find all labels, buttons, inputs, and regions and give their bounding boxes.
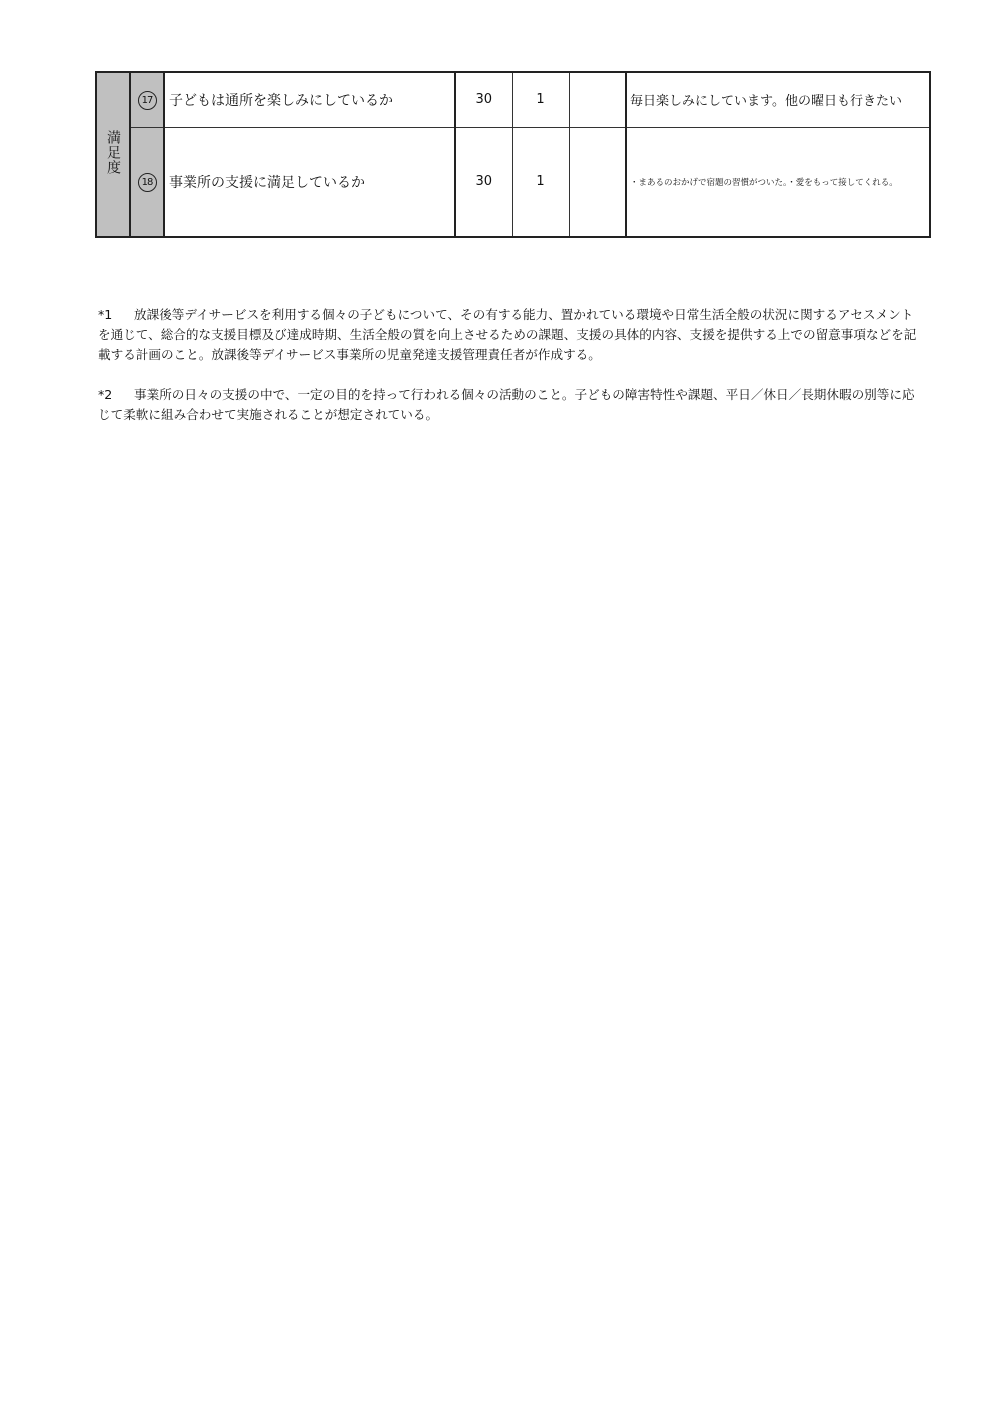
- question-text: 事業所の支援に満足しているか: [164, 127, 455, 237]
- survey-table: [95, 71, 931, 238]
- count-unsure: 1: [512, 72, 569, 127]
- comment-text: ・まあるのおかげで宿題の習慣がついた。・愛をもって接してくれる。: [626, 127, 930, 237]
- category-cell: [96, 72, 130, 237]
- item-number: 18: [138, 173, 157, 192]
- count-yes: 30: [455, 127, 512, 237]
- count-no: [569, 72, 626, 127]
- count-yes: 30: [455, 72, 512, 127]
- item-number-cell: [130, 72, 164, 127]
- item-number: 17: [138, 91, 157, 110]
- table-row: [96, 127, 930, 237]
- item-number-cell: [130, 127, 164, 237]
- footnote-2: [98, 385, 918, 425]
- table-row: [96, 72, 930, 127]
- footnote-text: 事業所の日々の支援の中で、一定の目的を持って行われる個々の活動のこと。子どもの障害特性や課題、平日／休日／長期休暇の別等に応じて柔軟に組み合わせて実施されることが想定されている。: [98, 387, 915, 422]
- footnote-mark: *1: [98, 307, 113, 322]
- footnote-mark: *2: [98, 387, 113, 402]
- category-label: 満足度: [105, 130, 121, 175]
- footnote-1: [98, 305, 918, 365]
- count-unsure: 1: [512, 127, 569, 237]
- footnote-text: 放課後等デイサービスを利用する個々の子どもについて、その有する能力、置かれている環境や日常生活全般の状況に関するアセスメントを通じて、総合的な支援目標及び達成時期、生活全般の質を向上させるための課題、支援の具体的内容、支援を提供する上での留意事項などを記載する計画のこと。放課後等デイサービス事業所の児童発達支援管理責任者が作成する。: [98, 307, 917, 362]
- comment-text: 毎日楽しみにしています。他の曜日も行きたい: [626, 72, 930, 127]
- count-no: [569, 127, 626, 237]
- question-text: 子どもは通所を楽しみにしているか: [164, 72, 455, 127]
